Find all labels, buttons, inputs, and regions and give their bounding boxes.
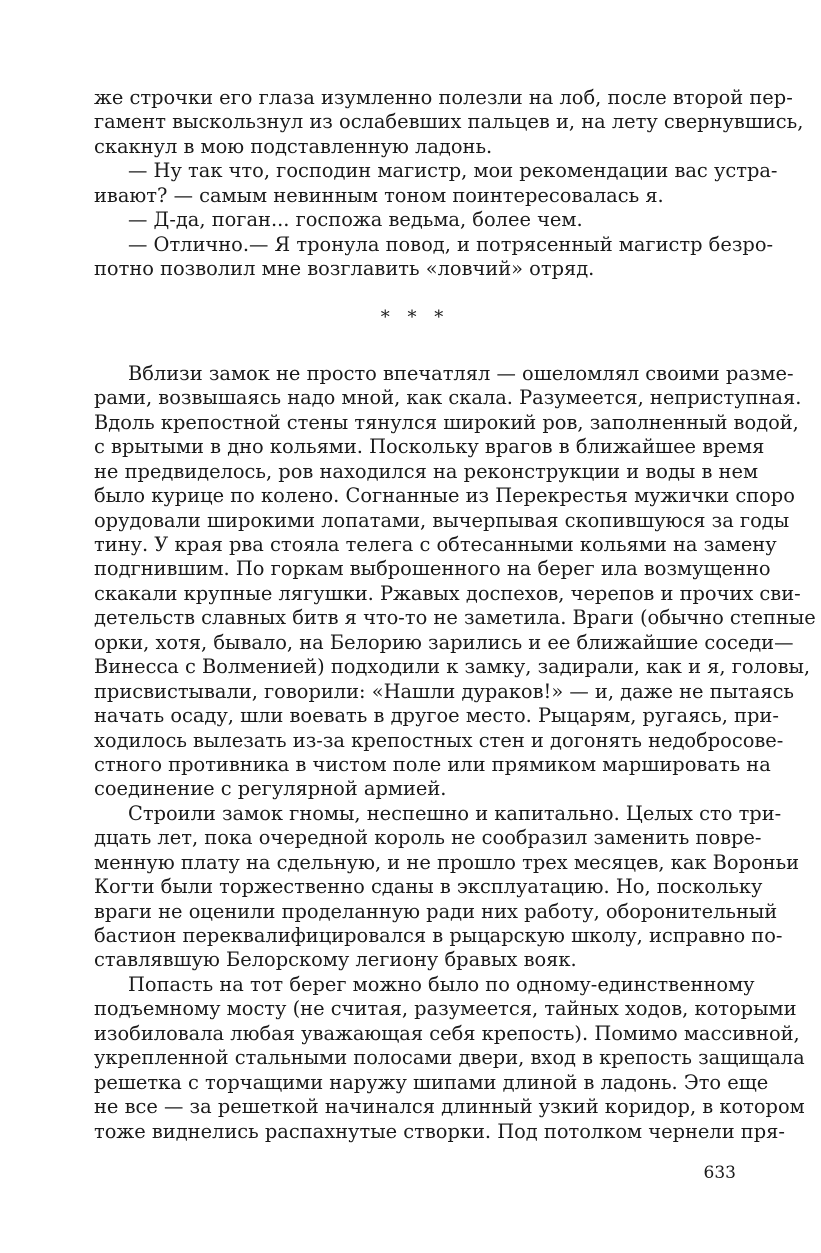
- text-line: тоже виднелись распахнутые створки. Под потолком чернели пря-: [94, 1119, 785, 1143]
- text-line: рами, возвышаясь надо мной, как скала. Разумеется, неприступная.: [94, 386, 802, 410]
- text-line: укрепленной стальными полосами двери, вход в крепость защищала: [94, 1046, 805, 1070]
- text-line: скакали крупные лягушки. Ржавых доспехов, черепов и прочих сви-: [94, 581, 801, 605]
- text-line: орудовали широкими лопатами, вычерпывая скопившуюся за годы: [94, 508, 790, 532]
- text-line: потно позволил мне возглавить «ловчий» отряд.: [94, 257, 595, 281]
- section-separator: * * *: [380, 306, 450, 328]
- text-block-narrative: [94, 361, 816, 1144]
- text-line: Попасть на тот берег можно было по одному-единственному: [128, 972, 755, 996]
- text-line: соединение с регулярной армией.: [94, 777, 447, 801]
- text-line: Строили замок гномы, неспешно и капитально. Целых сто три-: [128, 801, 782, 825]
- text-line: начать осаду, шли воевать в другое место. Рыцарям, ругаясь, при-: [94, 704, 779, 728]
- text-line: — Ну так что, господин магистр, мои рекомендации вас устра-: [128, 159, 778, 183]
- text-line: ставлявшую Белорскому легиону бравых вояк.: [94, 948, 577, 972]
- text-line: враги не оценили проделанную ради них работу, оборонительный: [94, 899, 778, 923]
- text-line: — Отлично.— Я тронула повод, и потрясенный магистр безро-: [128, 232, 774, 256]
- text-line: скакнул в мою подставленную ладонь.: [94, 134, 493, 158]
- text-line: детельств славных битв я что-то не заметила. Враги (обычно степные: [94, 606, 816, 630]
- text-line: не предвиделось, ров находился на реконструкции и воды в нем: [94, 459, 759, 483]
- text-line: решетка с торчащими наружу шипами длиной в ладонь. Это еще: [94, 1070, 769, 1094]
- text-line: присвистывали, говорили: «Нашли дураков!» — и, даже не пытаясь: [94, 679, 794, 703]
- text-line: Винесса с Волменией) подходили к замку, задирали, как и я, головы,: [94, 655, 811, 679]
- text-line: ивают? — самым невинным тоном поинтересовалась я.: [94, 183, 664, 207]
- text-line: Вблизи замок не просто впечатлял — ошеломлял своими разме-: [128, 361, 794, 385]
- text-line: гамент выскользнул из ослабевших пальцев и, на лету свернувшись,: [94, 110, 804, 134]
- text-line: подъемному мосту (не считая, разумеется, тайных ходов, которыми: [94, 997, 797, 1021]
- page-body: [94, 86, 816, 1144]
- text-line: же строчки его глаза изумленно полезли на лоб, после второй пер-: [94, 86, 793, 109]
- text-line: бастион переквалифицировался в рыцарскую школу, исправно по-: [94, 924, 783, 947]
- text-line: менную плату на сдельную, и не прошло трех месяцев, как Вороньи: [94, 850, 800, 874]
- text-line: подгнившим. По горкам выброшенного на берег ила возмущенно: [94, 557, 771, 581]
- text-line: дцать лет, пока очередной король не сообразил заменить повре-: [94, 826, 762, 850]
- text-line: орки, хотя, бывало, на Белорию зарились и ее ближайшие соседи—: [94, 630, 794, 654]
- text-block-dialogue: [94, 86, 804, 282]
- text-line: ходилось вылезать из-за крепостных стен и догонять недобросове-: [94, 728, 784, 752]
- text-line: с врытыми в дно кольями. Поскольку врагов в ближайшее время: [94, 435, 765, 459]
- text-line: — Д-да, поган... госпожа ведьма, более чем.: [128, 208, 583, 232]
- text-line: изобиловала любая уважающая себя крепость). Помимо массивной,: [94, 1021, 800, 1045]
- text-line: тину. У края рва стояла телега с обтесанными кольями на замену: [94, 533, 777, 556]
- text-line: не все — за решеткой начинался длинный узкий коридор, в котором: [94, 1095, 805, 1119]
- text-line: Когти были торжественно сданы в эксплуатацию. Но, поскольку: [94, 875, 763, 899]
- text-line: стного противника в чистом поле или прямиком маршировать на: [94, 752, 771, 776]
- text-line: Вдоль крепостной стены тянулся широкий ров, заполненный водой,: [94, 410, 799, 434]
- page-number: 633: [703, 1163, 736, 1183]
- text-line: было курице по колено. Согнанные из Перекрестья мужички споро: [94, 484, 795, 508]
